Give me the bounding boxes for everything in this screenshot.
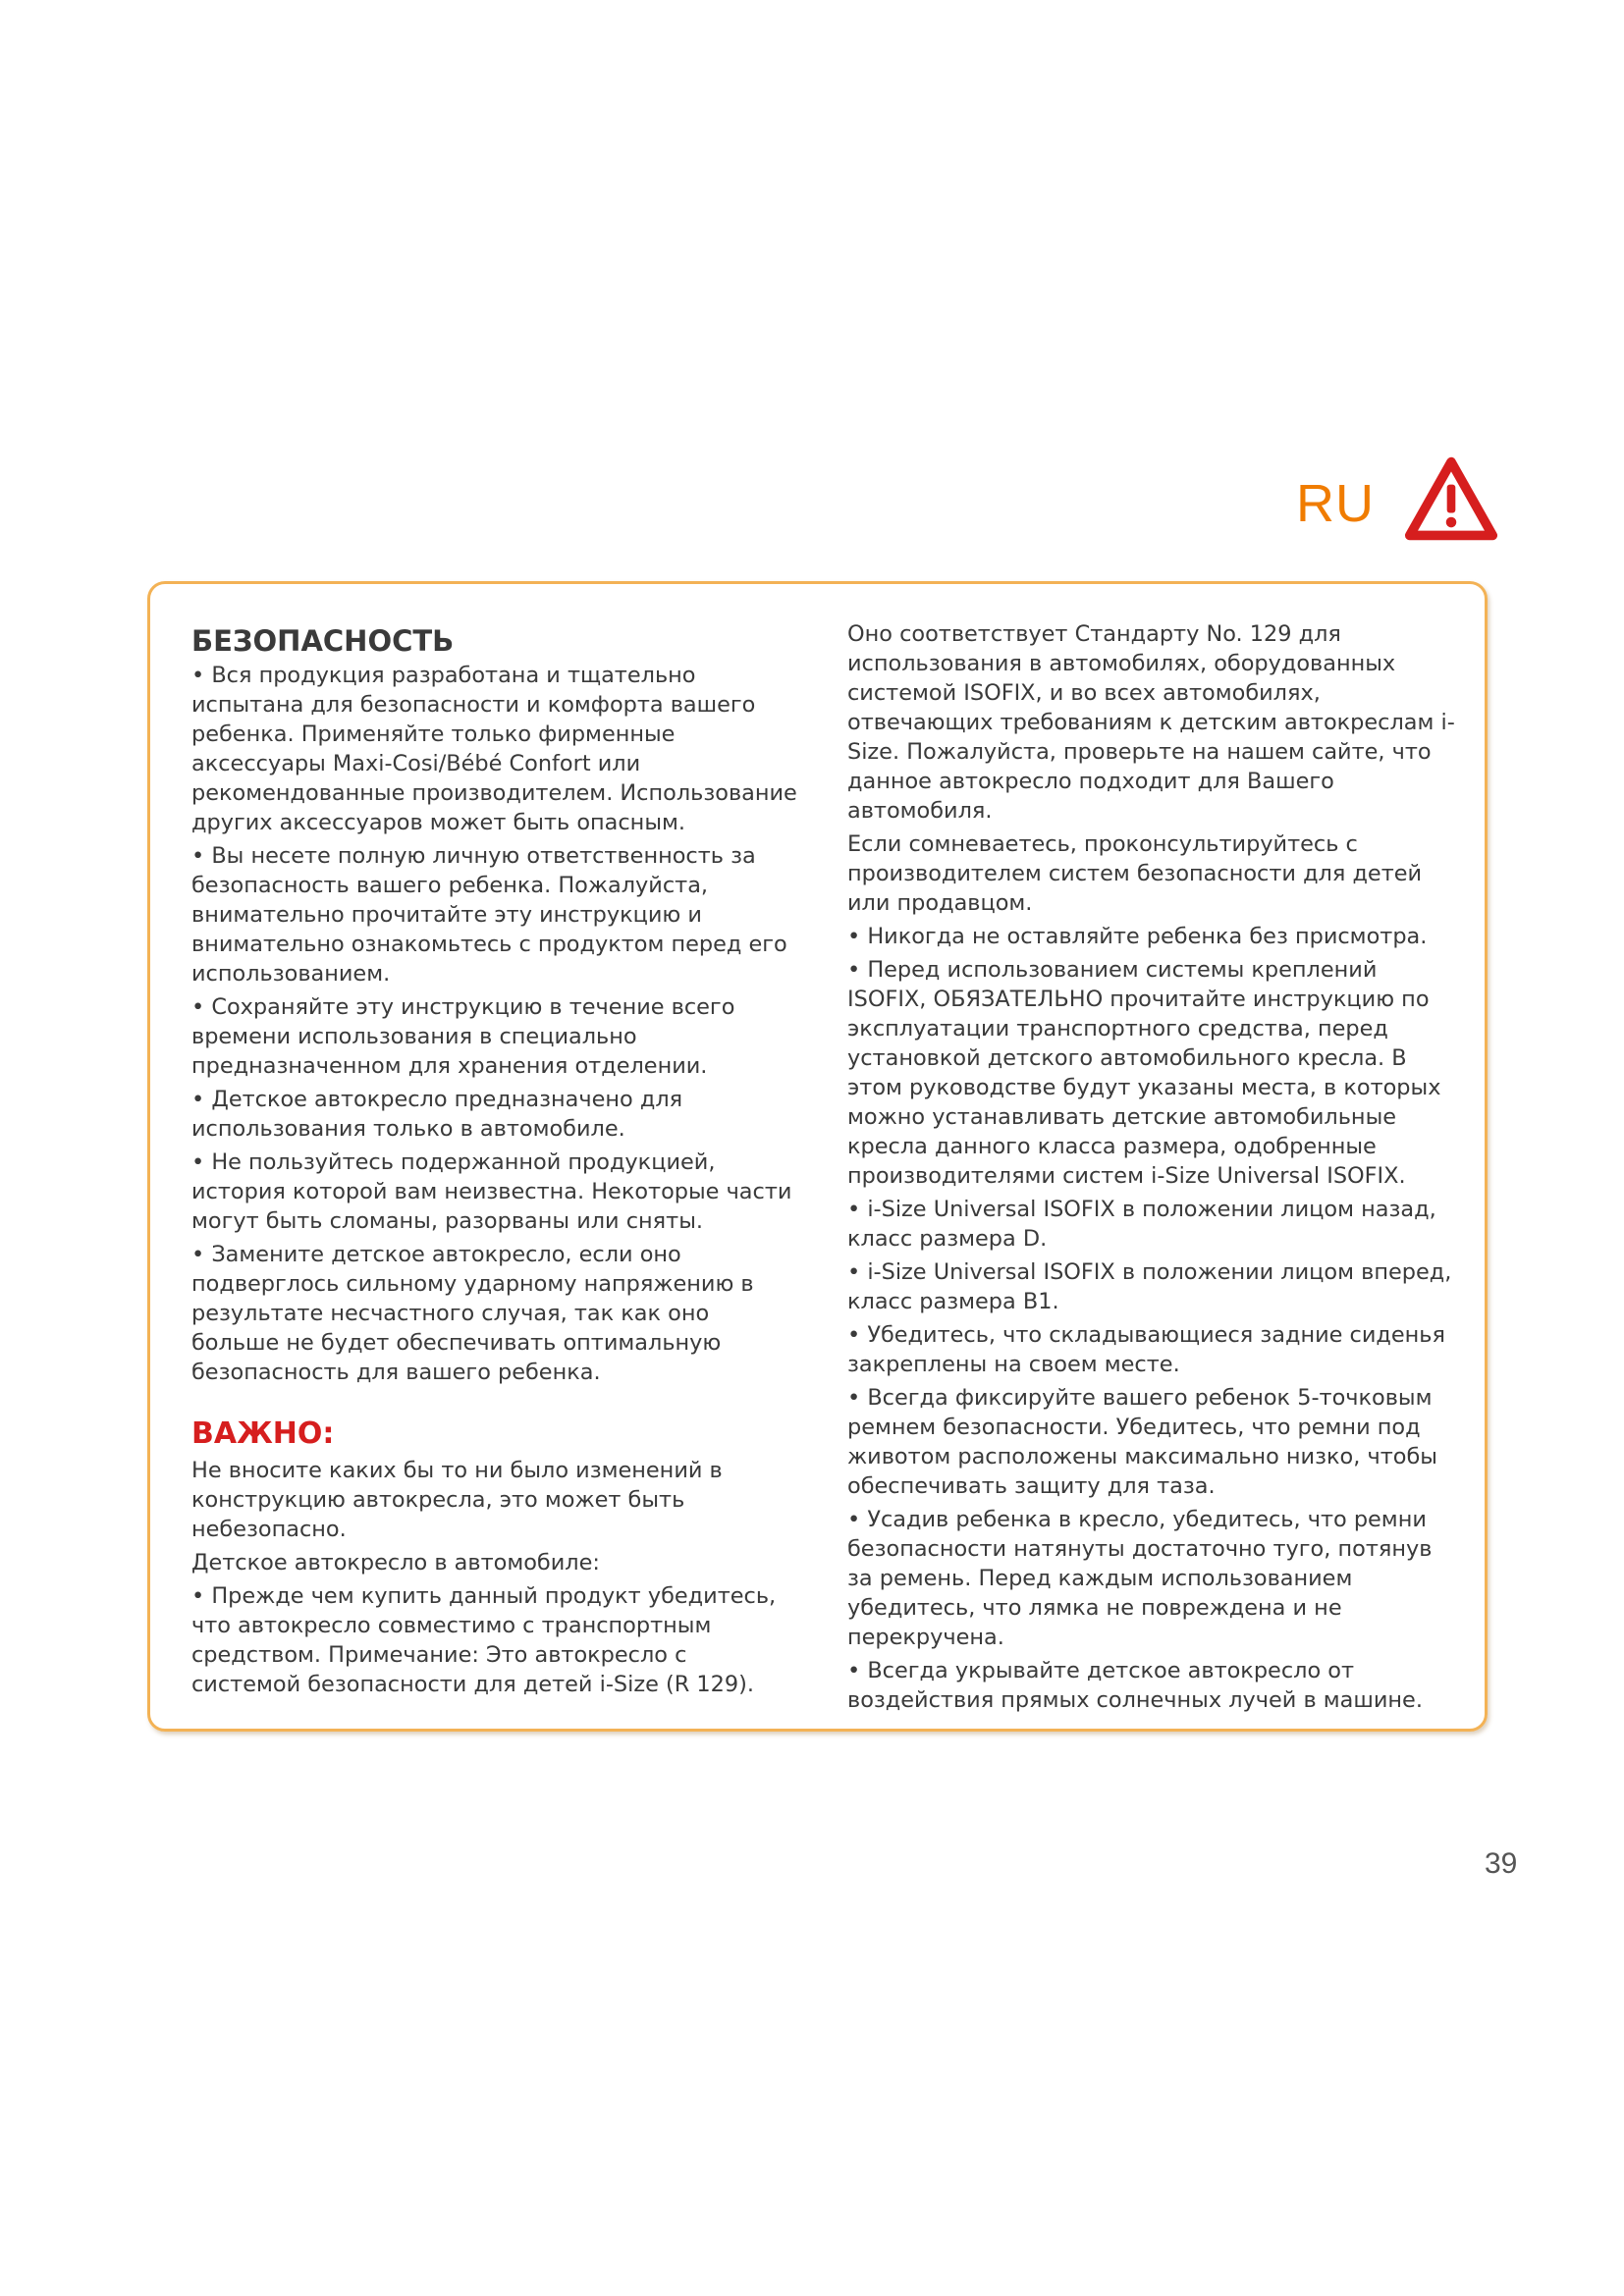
safety-bullet: • Не пользуйтесь подержанной продукцией, история которой вам неизвестна. Некоторые части могут быть сломаны, разорваны или сняты. xyxy=(191,1149,792,1234)
important-heading: ВАЖНО: xyxy=(191,1416,335,1451)
right-bullet: • Никогда не оставляйте ребенка без присмотра. xyxy=(847,924,1428,949)
safety-bullet: • Замените детское автокресло, если оно подверглось сильному ударному напряжению в результате несчастного случая, так как оно больше не будет обеспечивать оптимальную безопасность для вашего ребенка. xyxy=(191,1242,754,1385)
right-paragraph: Если сомневаетесь, проконсультируйтесь с производителем систем безопасности для детей или продавцом. xyxy=(847,831,1423,916)
right-bullet: • Убедитесь, что складывающиеся задние сиденья закреплены на своем месте. xyxy=(847,1322,1445,1377)
safety-bullet: • Вы несете полную личную ответственность за безопасность вашего ребенка. Пожалуйста, внимательно прочитайте эту инструкцию и внимательно ознакомьтесь с продуктом перед его использованием. xyxy=(191,843,787,987)
left-column xyxy=(191,623,802,1703)
right-paragraph: Оно соответствует Стандарту No. 129 для использования в автомобилях, оборудованных системой ISOFIX, и во всех автомобилях, отвечающих требованиям к детским автокреслам i-Size. Пожалуйста, проверьте на нашем сайте, что данное автокресло подходит для Вашего автомобиля. xyxy=(847,621,1455,824)
language-header xyxy=(1296,469,1492,548)
safety-heading: БЕЗОПАСНОСТЬ xyxy=(191,624,455,658)
page-number: 39 xyxy=(1485,1847,1518,1880)
right-bullet: • Перед использованием системы креплений ISOFIX, ОБЯЗАТЕЛЬНО прочитайте инструкцию по эксплуатации транспортного средства, перед установкой детского автомобильного кресла. В этом руководстве будут указаны места, в которых можно устанавливать детские автомобильные кресла данного класса размера, одобренные производителями систем i-Size Universal ISOFIX. xyxy=(847,957,1441,1189)
right-bullet: • Усадив ребенка в кресло, убедитесь, что ремни безопасности натянуты достаточно туго, потянув за ремень. Перед каждым использованием убедитесь, что лямка не повреждена и не перекручена. xyxy=(847,1507,1433,1650)
safety-bullet: • Детское автокресло предназначено для использования только в автомобиле. xyxy=(191,1087,683,1142)
right-column xyxy=(847,619,1456,1719)
important-paragraph: • Прежде чем купить данный продукт убедитесь, что автокресло совместимо с транспортным средством. Примечание: Это автокресло с системой безопасности для детей i-Size (R 129). xyxy=(191,1583,777,1697)
safety-info-box xyxy=(147,581,1488,1732)
safety-bullet: • Вся продукция разработана и тщательно испытана для безопасности и комфорта вашего ребенка. Применяйте только фирменные аксессуары Maxi-Cosi/Bébé Confort или рекомендованные производителем. Использование других аксессуаров может быть опасным. xyxy=(191,663,797,835)
safety-bullet: • Сохраняйте эту инструкцию в течение всего времени использования в специально предназначенном для хранения отделении. xyxy=(191,994,735,1079)
important-paragraph: Детское автокресло в автомобиле: xyxy=(191,1550,600,1575)
warning-triangle-icon xyxy=(1404,455,1498,544)
right-bullet: • i-Size Universal ISOFIX в положении лицом назад, класс размера D. xyxy=(847,1197,1436,1252)
right-bullet: • Всегда укрывайте детское автокресло от воздействия прямых солнечных лучей в машине. xyxy=(847,1658,1423,1713)
language-code: RU xyxy=(1296,474,1375,533)
important-paragraph: Не вносите каких бы то ни было изменений в конструкцию автокресла, это может быть небезопасно. xyxy=(191,1458,723,1542)
right-bullet: • i-Size Universal ISOFIX в положении лицом вперед, класс размера B1. xyxy=(847,1259,1452,1314)
right-bullet: • Всегда фиксируйте вашего ребенок 5-точковым ремнем безопасности. Убедитесь, что ремни под животом расположены максимально низко, чтобы обеспечивать защиту для таза. xyxy=(847,1385,1437,1499)
